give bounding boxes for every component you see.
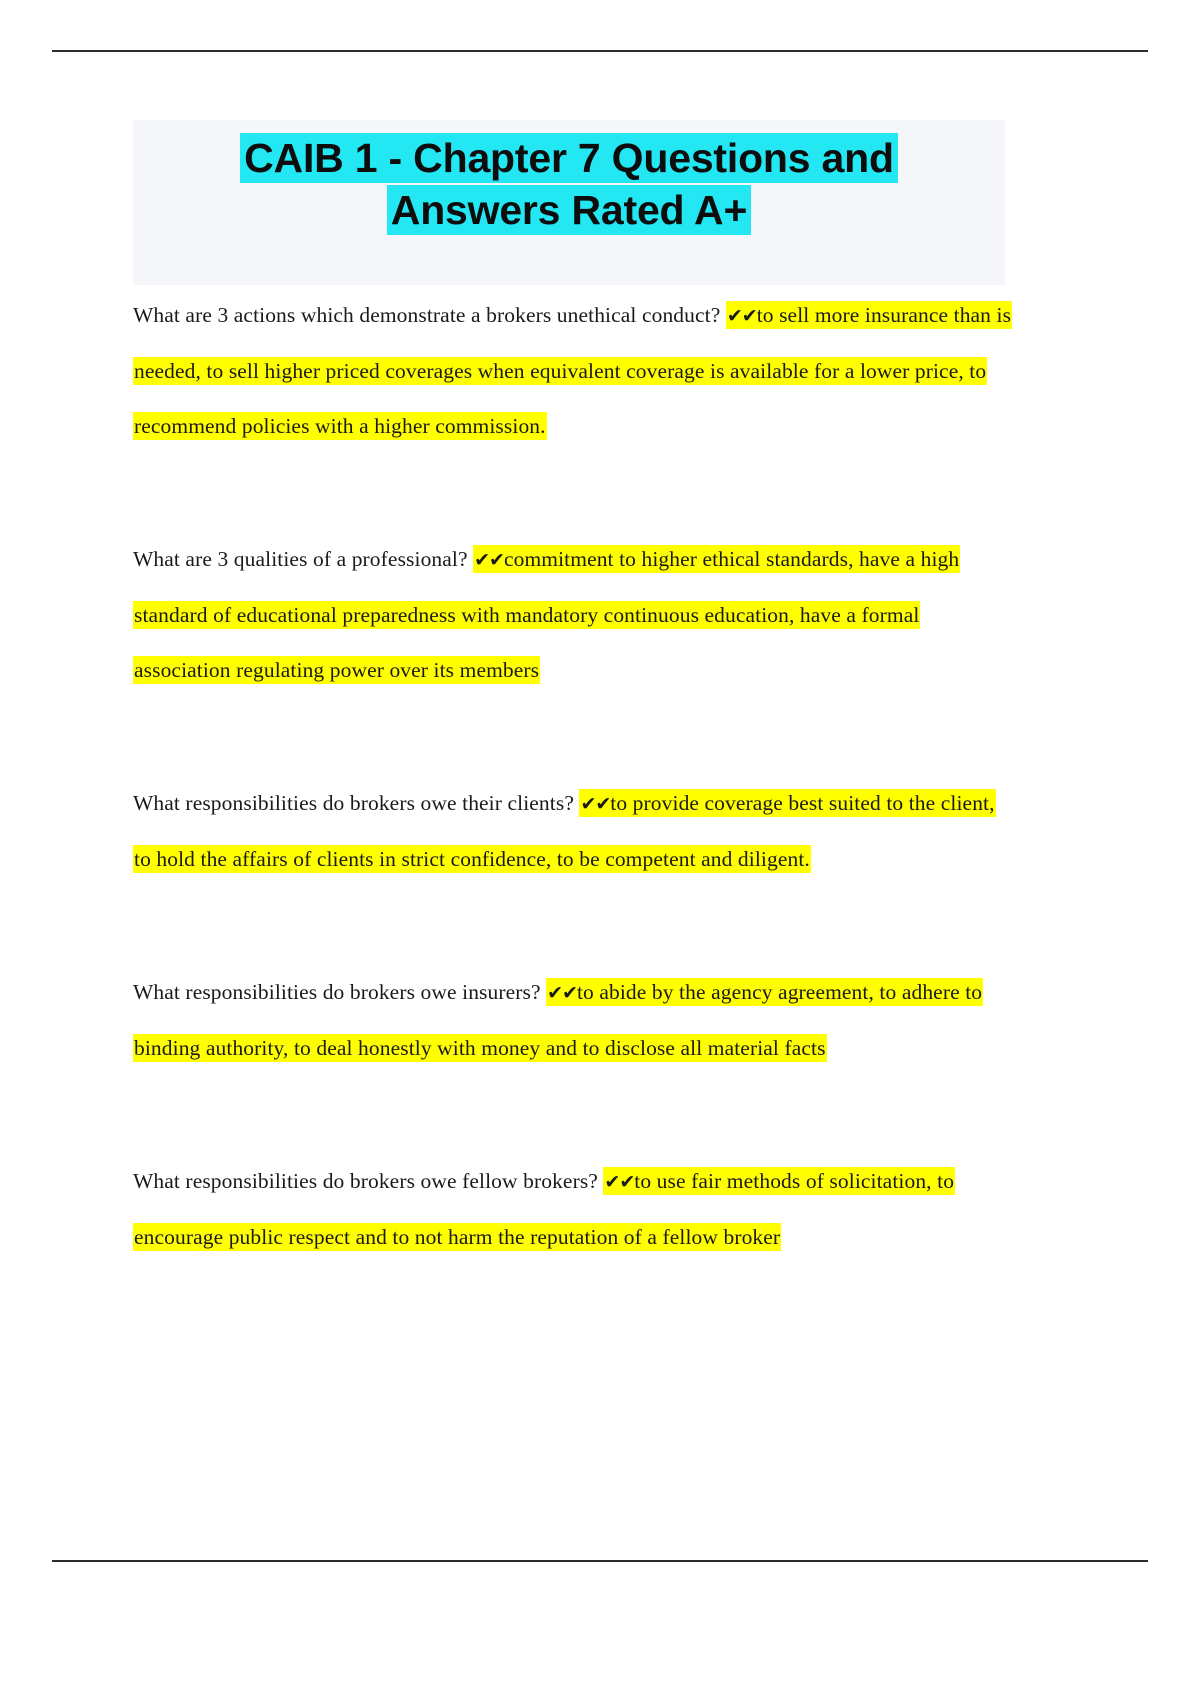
answer-text: commitment to higher ethical standards, have a high standard of educational preparedness with mandatory continuous education, have a formal association regulating power over its members — [134, 547, 960, 682]
question-text: What are 3 qualities of a professional? — [133, 547, 474, 571]
check-icon: ✔✔ — [726, 305, 757, 327]
qa-list — [133, 288, 1013, 1343]
title-line-2-text: Answers Rated A+ — [387, 185, 751, 235]
qa-item — [133, 288, 1013, 454]
footer-rule — [52, 1560, 1148, 1562]
title-line-2 — [133, 184, 1005, 236]
answer-text: to use fair methods of solicitation, to encourage public respect and to not harm the reputation of a fellow broker — [134, 1169, 955, 1249]
check-icon: ✔✔ — [580, 793, 611, 815]
title-line-1-text: CAIB 1 - Chapter 7 Questions and — [240, 133, 898, 183]
qa-item — [133, 776, 1013, 887]
answer-text: to provide coverage best suited to the client, to hold the affairs of clients in strict confidence, to be competent and diligent. — [134, 791, 995, 871]
header-rule — [52, 50, 1148, 52]
qa-item — [133, 965, 1013, 1076]
question-text: What responsibilities do brokers owe their clients? — [133, 791, 580, 815]
qa-item — [133, 532, 1013, 698]
check-icon: ✔✔ — [547, 982, 577, 1004]
question-text: What responsibilities do brokers owe fellow brokers? — [133, 1169, 604, 1193]
question-text: What responsibilities do brokers owe insurers? — [133, 980, 547, 1004]
answer-text: to abide by the agency agreement, to adhere to binding authority, to deal honestly with money and to disclose all material facts — [134, 980, 983, 1060]
check-icon: ✔✔ — [604, 1171, 635, 1193]
question-text: What are 3 actions which demonstrate a brokers unethical conduct? — [133, 303, 726, 327]
document-title — [133, 120, 1005, 285]
check-icon: ✔✔ — [474, 549, 504, 571]
answer-text: to sell more insurance than is needed, to sell higher priced coverages when equivalent coverage is available for a lower price, to recommend policies with a higher commission. — [134, 303, 1012, 438]
title-line-1 — [133, 132, 1005, 184]
qa-item — [133, 1154, 1013, 1265]
